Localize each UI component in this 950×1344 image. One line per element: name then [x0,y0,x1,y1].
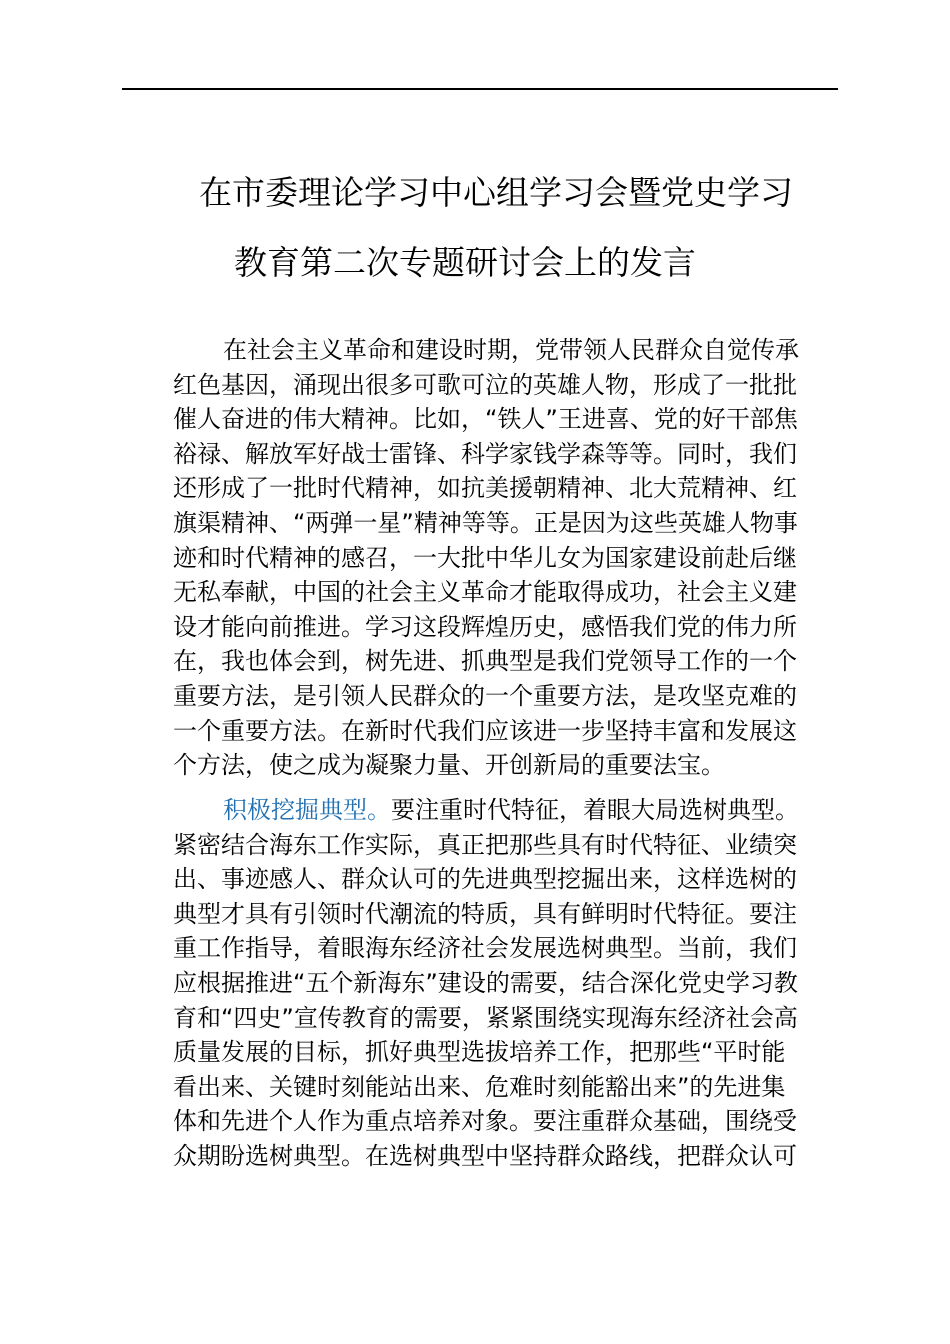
paragraph-1-line: 红色基因，涌现出很多可歌可泣的英雄人物，形成了一批批 [173,370,797,399]
paragraph-1-line: 在社会主义革命和建设时期，党带领人民群众自觉传承 [223,336,799,364]
paragraph-2-line: 出、事迹感人、群众认可的先进典型挖掘出来，这样选树的 [173,865,797,894]
paragraph-2-line: 重工作指导，着眼海东经济社会发展选树典型。当前，我们 [173,934,797,963]
paragraph-2-heading: 积极挖掘典型。 [223,796,391,824]
paragraph-1-line: 裕禄、解放军好战士雷锋、科学家钱学森等等。同时，我们 [173,439,797,468]
document-title-line-1: 在市委理论学习中心组学习会暨党史学习 [199,173,793,212]
paragraph-1-line: 还形成了一批时代精神，如抗美援朝精神、北大荒精神、红 [173,474,797,503]
paragraph-2-line: 育和“四史”宣传教育的需要，紧紧围绕实现海东经济社会高 [173,1003,798,1032]
paragraph-1-line: 旗渠精神、“两弹一星”精神等等。正是因为这些英雄人物事 [173,508,798,537]
paragraph-1 [173,333,843,783]
paragraph-2-line: 众期盼选树典型。在选树典型中坚持群众路线，把群众认可 [173,1141,797,1170]
paragraph-1-line: 迹和时代精神的感召，一大批中华儿女为国家建设前赴后继 [173,543,797,572]
paragraph-2-first-line-text: 要注重时代特征，着眼大局选树典型。 [391,796,799,824]
paragraph-2-first-line [173,793,843,828]
paragraph-2-line: 典型才具有引领时代潮流的特质，具有鲜明时代特征。要注 [173,899,797,928]
paragraph-2-line: 质量发展的目标，抓好典型选拔培养工作，把那些“平时能 [173,1038,786,1067]
paragraph-1-line: 设才能向前推进。学习这段辉煌历史，感悟我们党的伟力所 [173,612,797,641]
paragraph-2 [173,793,843,1174]
paragraph-1-line: 一个重要方法。在新时代我们应该进一步坚持丰富和发展这 [173,716,797,745]
paragraph-1-line: 重要方法，是引领人民群众的一个重要方法，是攻坚克难的 [173,681,797,710]
paragraph-2-line: 紧密结合海东工作实际，真正把那些具有时代特征、业绩突 [173,830,797,859]
paragraph-2-line: 应根据推进“五个新海东”建设的需要，结合深化党史学习教 [173,968,798,997]
paragraph-2-line: 体和先进个人作为重点培养对象。要注重群众基础，围绕受 [173,1107,797,1136]
paragraph-1-line: 催人奋进的伟大精神。比如，“铁人”王进喜、党的好干部焦 [173,405,798,434]
header-rule [122,88,838,90]
paragraph-1-line: 无私奉献，中国的社会主义革命才能取得成功，社会主义建 [173,578,797,607]
paragraph-1-line: 个方法，使之成为凝聚力量、开创新局的重要法宝。 [173,751,725,780]
paragraph-2-line: 看出来、关键时刻能站出来、危难时刻能豁出来”的先进集 [173,1072,786,1101]
document-title-line-2: 教育第二次专题研讨会上的发言 [234,243,696,282]
paragraph-1-line: 在，我也体会到，树先进、抓典型是我们党领导工作的一个 [173,647,797,676]
